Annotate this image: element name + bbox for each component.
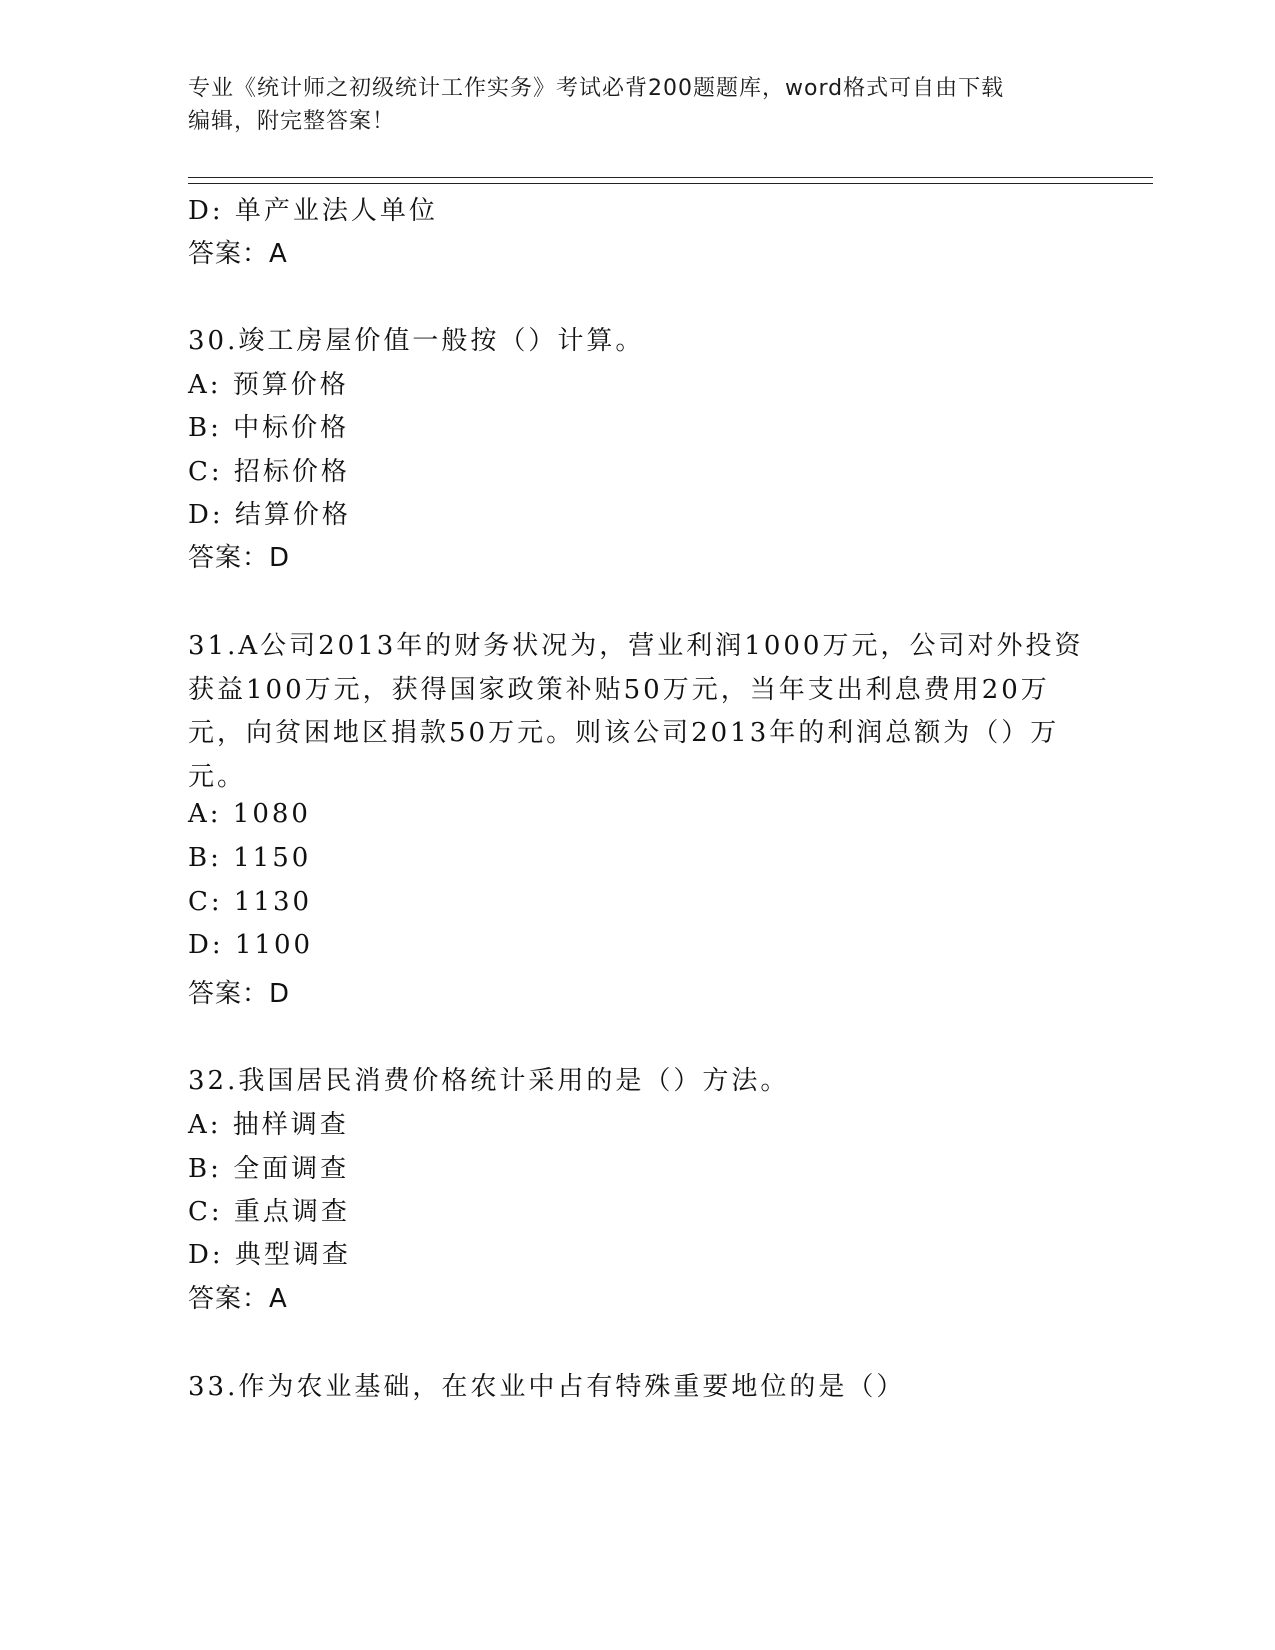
q32-option-d: D: 典型调查 (188, 1240, 351, 1270)
q30-option-b: B: 中标价格 (188, 413, 350, 443)
q32-option-a: A: 抽样调查 (188, 1110, 349, 1140)
header-line-1: 专业《统计师之初级统计工作实务》考试必背200题题库，word格式可自由下载 (188, 76, 1005, 101)
question-list (188, 0, 1088, 1650)
q31-stem-line-2: 获益100万元，获得国家政策补贴50万元，当年支出利息费用20万 (188, 675, 1050, 705)
q30-answer: 答案：D (188, 543, 291, 573)
q31-stem-line-1: 31.A公司2013年的财务状况为，营业利润1000万元，公司对外投资 (188, 631, 1084, 661)
q31-option-c: C: 1130 (188, 887, 313, 917)
q32-stem: 32.我国居民消费价格统计采用的是（）方法。 (188, 1066, 790, 1096)
q32-option-c: C: 重点调查 (188, 1197, 350, 1227)
q30-option-d: D: 结算价格 (188, 500, 351, 530)
q31-stem-line-4: 元。 (188, 762, 247, 792)
q30-option-a: A: 预算价格 (188, 370, 349, 400)
q31-option-b: B: 1150 (188, 843, 312, 873)
q32-answer: 答案：A (188, 1284, 288, 1314)
q30-option-c: C: 招标价格 (188, 457, 350, 487)
q29-answer: 答案：A (188, 239, 288, 269)
q29-option-d: D: 单产业法人单位 (188, 196, 438, 226)
header-line-2: 编辑，附完整答案！ (188, 109, 396, 134)
q30-stem: 30.竣工房屋价值一般按（）计算。 (188, 326, 645, 356)
q31-answer: 答案：D (188, 979, 291, 1009)
q33-stem: 33.作为农业基础，在农业中占有特殊重要地位的是（） (188, 1372, 906, 1402)
q32-option-b: B: 全面调查 (188, 1154, 350, 1184)
q31-stem-line-3: 元，向贫困地区捐款50万元。则该公司2013年的利润总额为（）万 (188, 718, 1060, 748)
q31-option-d: D: 1100 (188, 930, 314, 960)
q31-option-a: A: 1080 (188, 799, 311, 829)
